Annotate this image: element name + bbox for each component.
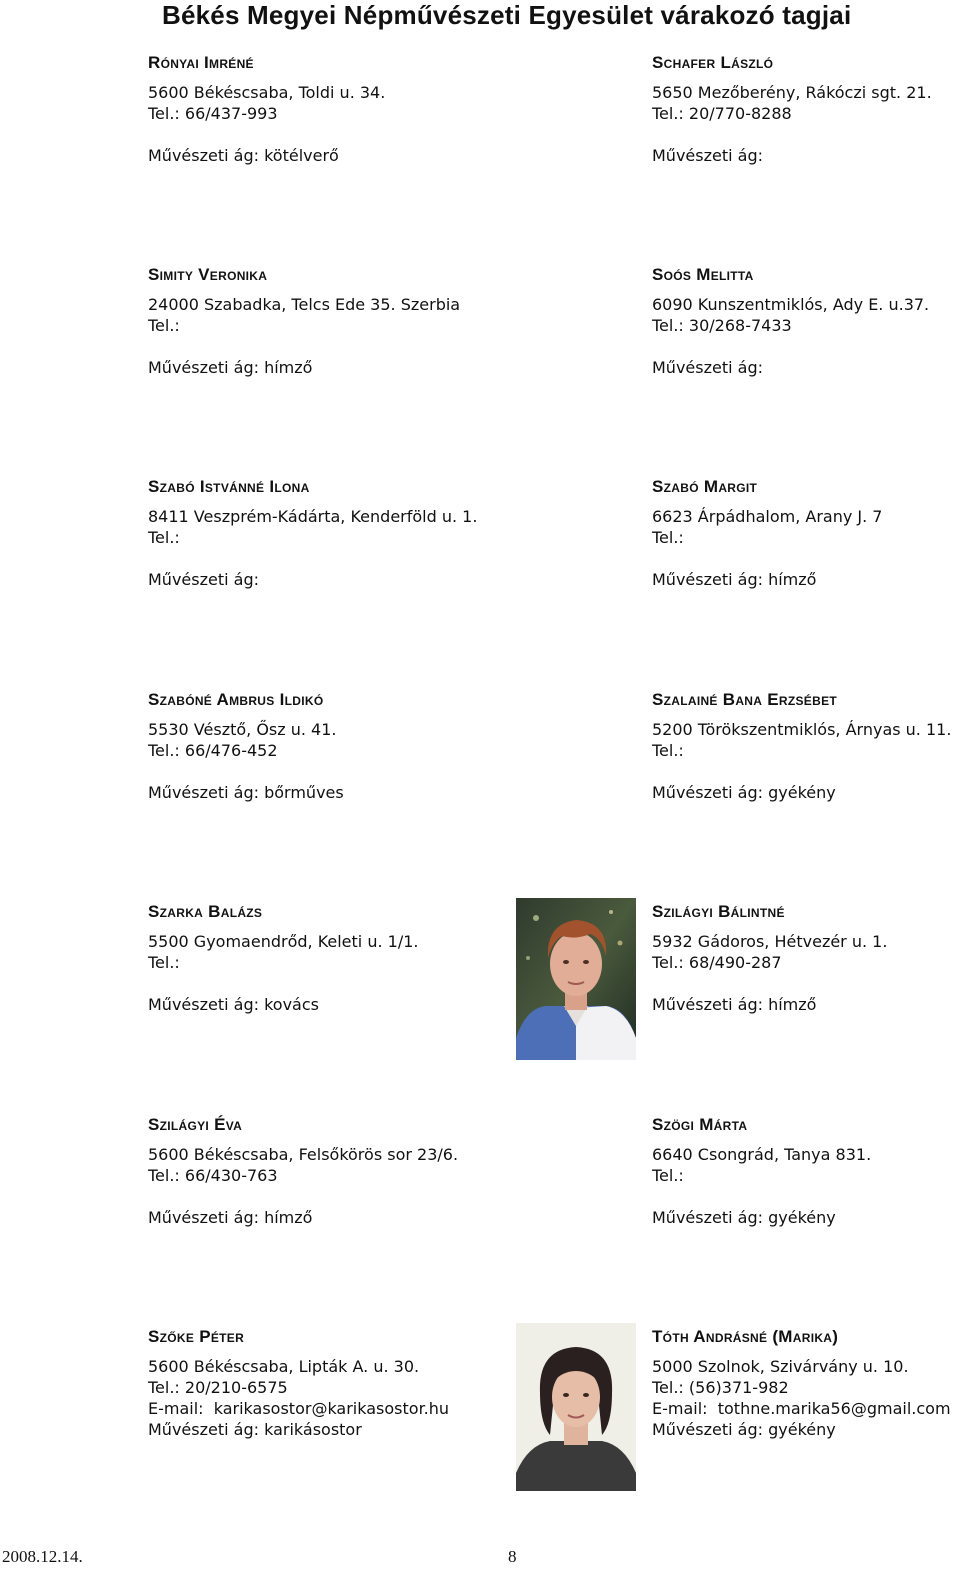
member-address: 5530 Vésztő, Ősz u. 41. (148, 720, 337, 739)
member-address: 24000 Szabadka, Telcs Ede 35. Szerbia (148, 295, 461, 314)
tel-label: Tel.: (652, 104, 684, 123)
tel-label: Tel.: (148, 104, 180, 123)
member-photo (516, 898, 636, 1060)
member-card (148, 52, 468, 166)
member-name: Simity Veronika (148, 265, 268, 284)
tel-label: Tel.: (148, 953, 180, 972)
member-name: Szabóné Ambrus Ildikó (148, 690, 324, 709)
member-art (652, 145, 960, 166)
art-label: Művészeti ág: (652, 358, 763, 377)
member-art (148, 782, 468, 803)
member-phone (148, 740, 468, 761)
art-value: gyékény (768, 1208, 836, 1227)
art-value: gyékény (768, 1420, 836, 1439)
art-label: Művészeti ág: (652, 783, 763, 802)
member-phone (148, 1377, 468, 1398)
art-label: Művészeti ág: (652, 570, 763, 589)
member-phone (148, 315, 468, 336)
art-value: hímző (264, 1208, 313, 1227)
art-value: bőrműves (264, 783, 344, 802)
member-address: 5600 Békéscsaba, Felsőkörös sor 23/6. (148, 1145, 459, 1164)
member-name: Szarka Balázs (148, 902, 263, 921)
art-value: gyékény (768, 783, 836, 802)
art-label: Művészeti ág: (652, 995, 763, 1014)
tel-value: 20/210-6575 (184, 1378, 288, 1397)
art-value: kovács (264, 995, 319, 1014)
member-address: 6090 Kunszentmiklós, Ady E. u.37. (652, 295, 930, 314)
tel-label: Tel.: (652, 1378, 684, 1397)
art-label: Művészeti ág: (148, 1208, 259, 1227)
member-art (148, 145, 468, 166)
member-card (652, 689, 960, 803)
member-card (148, 1326, 468, 1440)
member-card (652, 901, 960, 1015)
tel-value: 20/770-8288 (688, 104, 792, 123)
member-address: 5600 Békéscsaba, Lipták A. u. 30. (148, 1357, 420, 1376)
member-card (148, 264, 468, 378)
member-card (148, 476, 478, 590)
member-phone (652, 1165, 960, 1186)
member-name: Szögi Márta (652, 1115, 748, 1134)
art-label: Művészeti ág: (652, 146, 763, 165)
member-art (652, 1419, 960, 1440)
member-art (148, 1419, 468, 1440)
tel-value: 66/476-452 (184, 741, 278, 760)
member-phone (148, 1165, 468, 1186)
member-address: 6640 Csongrád, Tanya 831. (652, 1145, 872, 1164)
art-label: Művészeti ág: (652, 1420, 763, 1439)
art-label: Művészeti ág: (652, 1208, 763, 1227)
tel-label: Tel.: (148, 741, 180, 760)
member-name: Soós Melitta (652, 265, 754, 284)
art-value: hímző (768, 570, 817, 589)
art-value: kötélverő (264, 146, 339, 165)
member-card (652, 52, 960, 166)
member-card (652, 476, 960, 590)
tel-label: Tel.: (148, 1378, 180, 1397)
member-art (652, 357, 960, 378)
member-card (148, 901, 468, 1015)
art-label: Művészeti ág: (148, 358, 259, 377)
member-card (652, 264, 960, 378)
member-card (148, 689, 468, 803)
member-phone (652, 952, 960, 973)
member-email (148, 1398, 468, 1419)
member-name: Szőke Péter (148, 1327, 245, 1346)
member-art (652, 1207, 960, 1228)
tel-label: Tel.: (652, 953, 684, 972)
tel-value: (56)371-982 (688, 1378, 789, 1397)
member-address: 6623 Árpádhalom, Arany J. 7 (652, 507, 883, 526)
member-name: Szabó Margit (652, 477, 758, 496)
art-value: karikásostor (264, 1420, 362, 1439)
tel-value: 30/268-7433 (688, 316, 792, 335)
portrait-image (516, 898, 636, 1060)
member-art (148, 357, 468, 378)
art-label: Művészeti ág: (148, 1420, 259, 1439)
member-email (652, 1398, 960, 1419)
tel-value: 68/490-287 (688, 953, 782, 972)
page-title: Békés Megyei Népművészeti Egyesület várakozó tagjai (162, 0, 852, 30)
art-label: Művészeti ág: (148, 146, 259, 165)
art-label: Művészeti ág: (148, 783, 259, 802)
member-address: 5932 Gádoros, Hétvezér u. 1. (652, 932, 888, 951)
art-label: Művészeti ág: (148, 995, 259, 1014)
member-name: Schafer László (652, 53, 774, 72)
member-name: Szilágyi Bálintné (652, 902, 785, 921)
page-number: 8 (508, 1547, 517, 1566)
member-phone (652, 740, 960, 761)
member-address: 8411 Veszprém-Kádárta, Kenderföld u. 1. (148, 507, 478, 526)
tel-label: Tel.: (652, 1166, 684, 1185)
member-address: 5200 Törökszentmiklós, Árnyas u. 11. (652, 720, 952, 739)
member-name: Szabó Istvánné Ilona (148, 477, 310, 496)
tel-label: Tel.: (652, 741, 684, 760)
member-card (652, 1326, 960, 1440)
member-art (148, 994, 468, 1015)
member-phone (652, 315, 960, 336)
art-value: hímző (264, 358, 313, 377)
member-art (652, 994, 960, 1015)
email-link[interactable]: tothne.marika56@gmail.com (717, 1399, 951, 1418)
member-art (148, 1207, 468, 1228)
member-phone (148, 527, 468, 548)
member-address: 5500 Gyomaendrőd, Keleti u. 1/1. (148, 932, 419, 951)
member-phone (148, 952, 468, 973)
portrait-image (516, 1323, 636, 1491)
footer-date: 2008.12.14. (2, 1547, 83, 1566)
member-art (652, 569, 960, 590)
art-value: hímző (768, 995, 817, 1014)
member-art (148, 569, 468, 590)
member-art (652, 782, 960, 803)
art-label: Művészeti ág: (148, 570, 259, 589)
member-name: Szalainé Bana Erzsébet (652, 690, 837, 709)
tel-label: Tel.: (652, 316, 684, 335)
tel-label: Tel.: (148, 528, 180, 547)
email-label: E-mail: (148, 1399, 204, 1418)
member-name: Szilágyi Éva (148, 1115, 243, 1134)
email-label: E-mail: (652, 1399, 708, 1418)
tel-value: 66/430-763 (184, 1166, 278, 1185)
member-name: Tóth Andrásné (Marika) (652, 1327, 839, 1346)
member-address: 5000 Szolnok, Szivárvány u. 10. (652, 1357, 909, 1376)
member-phone (652, 527, 960, 548)
member-phone (148, 103, 468, 124)
email-link[interactable]: karikasostor@karikasostor.hu (213, 1399, 450, 1418)
member-name: Rónyai Imréné (148, 53, 254, 72)
member-card (148, 1114, 468, 1228)
member-phone (652, 103, 960, 124)
member-address: 5650 Mezőberény, Rákóczi sgt. 21. (652, 83, 932, 102)
tel-label: Tel.: (148, 316, 180, 335)
tel-label: Tel.: (148, 1166, 180, 1185)
member-card (652, 1114, 960, 1228)
member-phone (652, 1377, 960, 1398)
tel-label: Tel.: (652, 528, 684, 547)
member-address: 5600 Békéscsaba, Toldi u. 34. (148, 83, 386, 102)
member-photo (516, 1323, 636, 1491)
tel-value: 66/437-993 (184, 104, 278, 123)
